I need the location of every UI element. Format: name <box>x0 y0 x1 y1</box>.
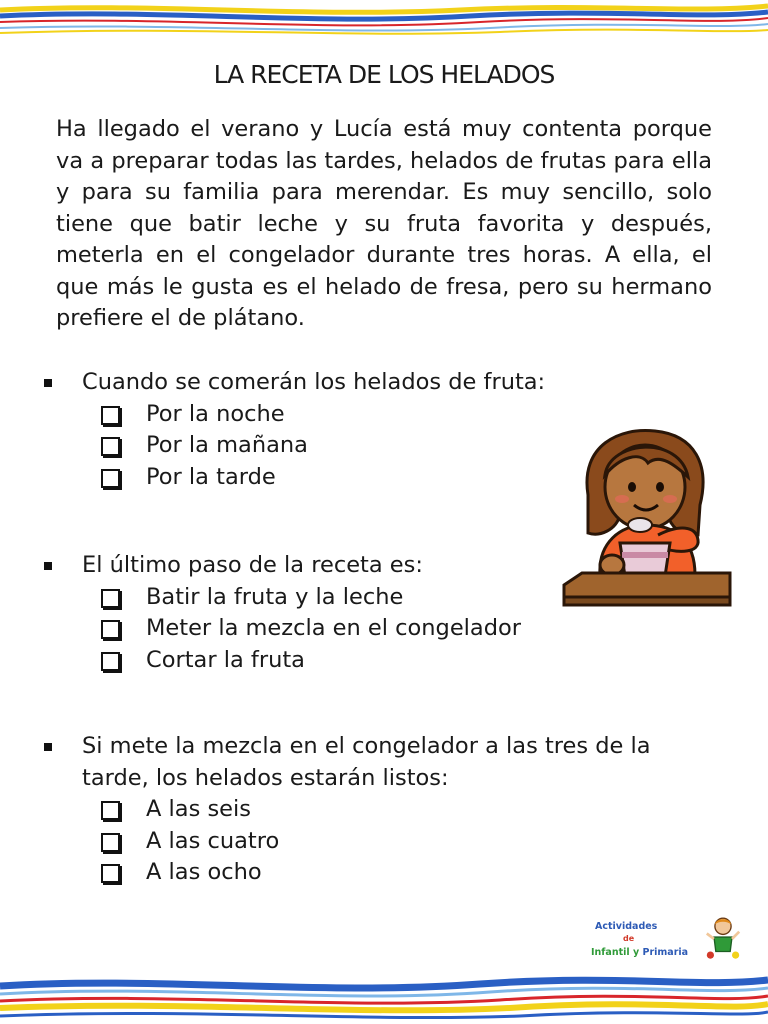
checkbox-icon[interactable] <box>101 833 120 852</box>
question-3-text: Si mete la mezcla en el congelador a las tres de la tarde, los helados estarán listos: <box>82 733 651 791</box>
logo-line-3 <box>591 947 688 958</box>
option-item[interactable] <box>44 613 724 645</box>
question-3 <box>44 731 724 889</box>
activities-logo <box>585 915 745 965</box>
question-3-row <box>44 731 724 794</box>
option-label: Por la tarde <box>146 463 276 490</box>
square-bullet-icon <box>44 379 52 387</box>
option-label: Cortar la fruta <box>146 646 305 673</box>
question-1-text: Cuando se comerán los helados de fruta: <box>82 369 546 395</box>
logo-line-2: de <box>623 934 635 943</box>
logo-line-3a: Infantil y <box>591 947 640 958</box>
checkbox-icon[interactable] <box>101 801 120 820</box>
checkbox-icon[interactable] <box>101 406 120 425</box>
question-3-options <box>44 794 724 889</box>
question-1-row <box>44 367 724 399</box>
bottom-decorative-waves <box>0 972 768 1024</box>
checkbox-icon[interactable] <box>101 864 120 883</box>
option-label: A las seis <box>146 796 251 822</box>
option-label: A las ocho <box>146 859 262 885</box>
option-label: Batir la fruta y la leche <box>146 583 404 610</box>
question-2-text: El último paso de la receta es: <box>82 552 423 578</box>
option-label: A las cuatro <box>146 827 280 854</box>
page-title: LA RECETA DE LOS HELADOS <box>213 60 555 89</box>
option-item[interactable] <box>44 645 724 677</box>
option-item[interactable] <box>44 826 724 858</box>
checkbox-icon[interactable] <box>101 437 120 456</box>
square-bullet-icon <box>44 562 52 570</box>
checkbox-icon[interactable] <box>101 589 120 608</box>
logo-line-3b: Primaria <box>642 947 689 958</box>
top-decorative-waves <box>0 0 768 40</box>
option-label: Por la mañana <box>146 432 308 458</box>
option-label: Meter la mezcla en el congelador <box>146 615 522 641</box>
square-bullet-icon <box>44 743 52 751</box>
checkbox-icon[interactable] <box>101 652 120 671</box>
girl-eating-ice-cream-icon <box>560 425 735 610</box>
option-item[interactable] <box>44 794 724 826</box>
checkbox-icon[interactable] <box>101 469 120 488</box>
checkbox-icon[interactable] <box>101 620 120 639</box>
option-item[interactable] <box>44 857 724 889</box>
option-label: Por la noche <box>146 400 285 427</box>
logo-line-1: Actividades <box>595 921 658 932</box>
logo-kid-icon <box>705 915 741 961</box>
story-paragraph: Ha llegado el verano y Lucía está muy contenta porque va a preparar todas las tardes, helados de frutas para ella y para su familia para merendar. Es muy sencillo, solo tiene que batir leche y su fruta favorita y después, meterla en el congelador durante tres horas. A ella, el que más le gusta es el helado de fresa, pero su hermano prefiere el de plátano. <box>56 116 712 331</box>
